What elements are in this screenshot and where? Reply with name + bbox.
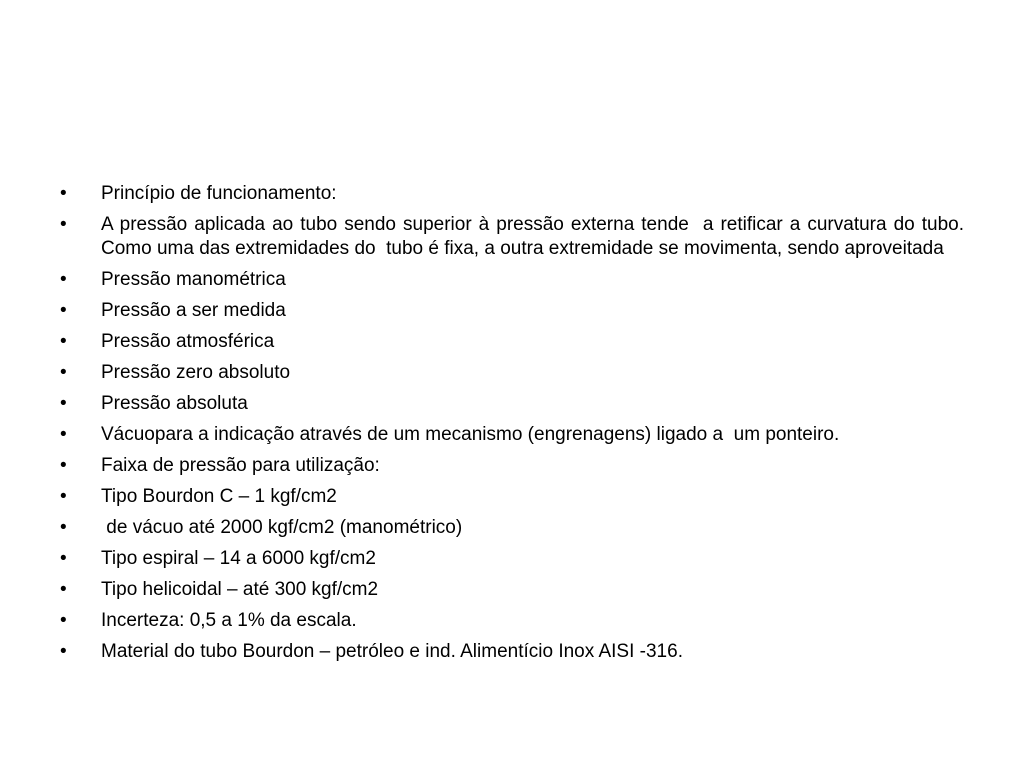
bullet-item bbox=[60, 516, 964, 540]
bullet-text: Princípio de funcionamento: bbox=[101, 183, 337, 204]
bullet-item bbox=[60, 330, 964, 354]
bullet-list bbox=[60, 182, 970, 671]
bullet-item bbox=[60, 609, 964, 633]
bullet-icon: • bbox=[60, 393, 67, 414]
bullet-text: Vácuopara a indicação através de um mecanismo (engrenagens) ligado a um ponteiro. bbox=[101, 424, 840, 445]
bullet-icon: • bbox=[60, 331, 67, 352]
bullet-icon: • bbox=[60, 183, 67, 204]
bullet-icon: • bbox=[60, 214, 67, 235]
bullet-item bbox=[60, 299, 964, 323]
bullet-item bbox=[60, 485, 964, 509]
bullet-icon: • bbox=[60, 486, 67, 507]
bullet-item bbox=[60, 640, 964, 664]
bullet-item bbox=[60, 578, 964, 602]
bullet-text: Tipo Bourdon C – 1 kgf/cm2 bbox=[101, 486, 337, 507]
bullet-icon: • bbox=[60, 362, 67, 383]
bullet-text: Pressão atmosférica bbox=[101, 331, 275, 352]
bullet-icon: • bbox=[60, 641, 67, 662]
bullet-text: Pressão absoluta bbox=[101, 393, 248, 414]
bullet-item bbox=[60, 392, 964, 416]
bullet-item bbox=[60, 361, 964, 385]
bullet-icon: • bbox=[60, 269, 67, 290]
bullet-text: de vácuo até 2000 kgf/cm2 (manométrico) bbox=[101, 517, 463, 538]
bullet-text: A pressão aplicada ao tubo sendo superior à pressão externa tende a retificar a curvatura do tubo. Como uma das extremidades do tubo é fixa, a outra extremidade se movimenta, sendo aproveitada bbox=[101, 214, 970, 259]
bullet-text: Pressão a ser medida bbox=[101, 300, 286, 321]
bullet-icon: • bbox=[60, 548, 67, 569]
bullet-item bbox=[60, 182, 964, 206]
bullet-text: Tipo espiral – 14 a 6000 kgf/cm2 bbox=[101, 548, 376, 569]
bullet-icon: • bbox=[60, 517, 67, 538]
bullet-text: Pressão zero absoluto bbox=[101, 362, 291, 383]
bullet-icon: • bbox=[60, 424, 67, 445]
bullet-item bbox=[60, 268, 964, 292]
bullet-item bbox=[60, 423, 964, 447]
bullet-icon: • bbox=[60, 455, 67, 476]
bullet-text: Material do tubo Bourdon – petróleo e ind. Alimentício Inox AISI -316. bbox=[101, 641, 683, 662]
bullet-text: Incerteza: 0,5 a 1% da escala. bbox=[101, 610, 357, 631]
bullet-text: Pressão manométrica bbox=[101, 269, 286, 290]
bullet-icon: • bbox=[60, 610, 67, 631]
bullet-item bbox=[60, 547, 964, 571]
bullet-text: Tipo helicoidal – até 300 kgf/cm2 bbox=[101, 579, 379, 600]
bullet-item bbox=[60, 454, 964, 478]
bullet-icon: • bbox=[60, 300, 67, 321]
bullet-item bbox=[60, 213, 970, 261]
bullet-text: Faixa de pressão para utilização: bbox=[101, 455, 380, 476]
bullet-icon: • bbox=[60, 579, 67, 600]
